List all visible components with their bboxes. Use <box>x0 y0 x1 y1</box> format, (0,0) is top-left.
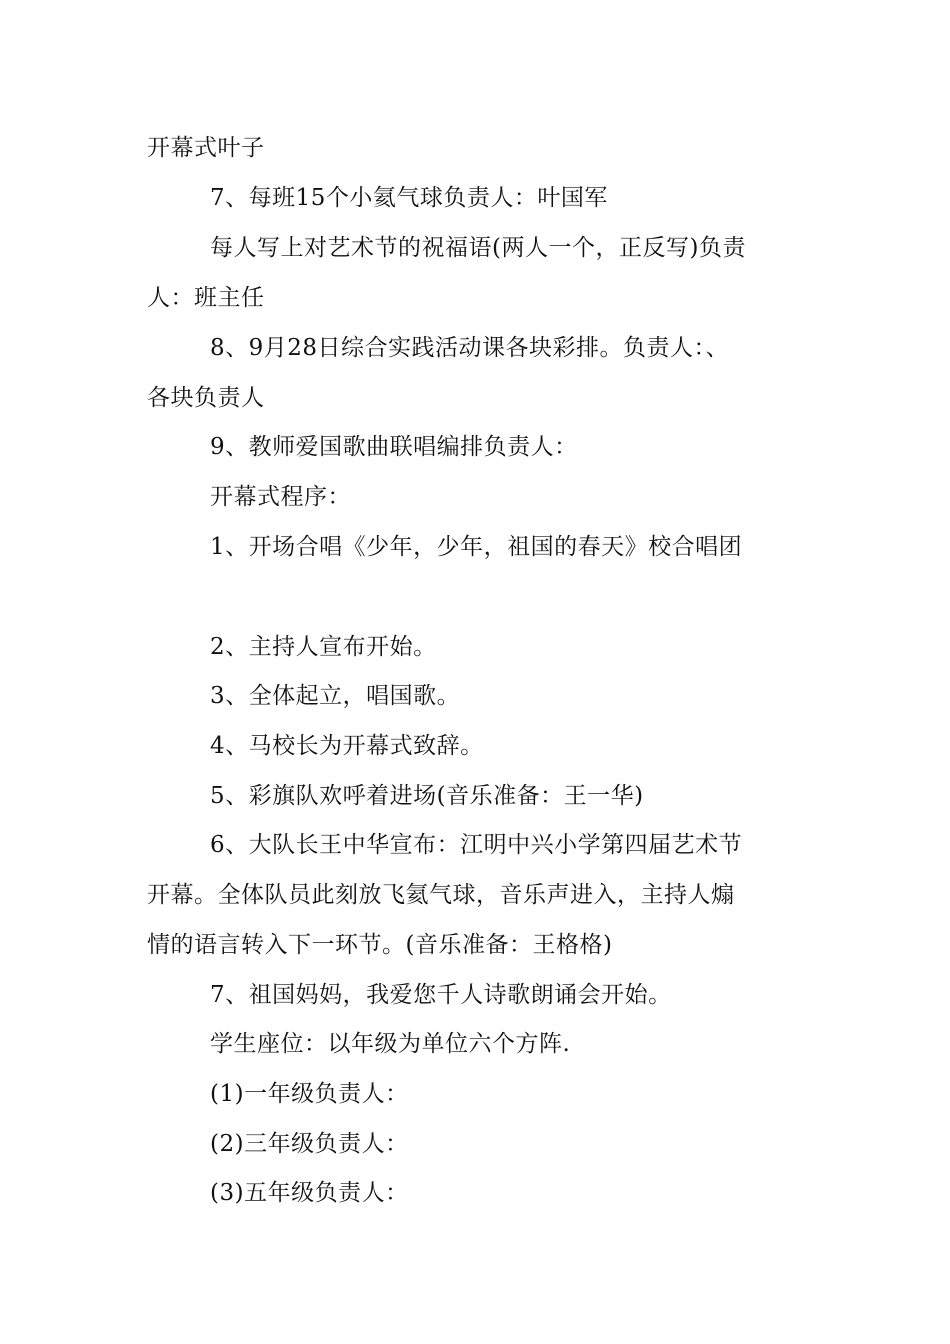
text-line: 各块负责人 <box>147 385 265 411</box>
text-line: 1、开场合唱《少年，少年，祖国的春天》校合唱团 <box>210 534 743 560</box>
text-line: 开幕式叶子 <box>147 135 265 161</box>
text-line: (1)一年级负责人： <box>210 1081 409 1107</box>
text-line: (2)三年级负责人： <box>210 1131 409 1157</box>
text-line: 学生座位：以年级为单位六个方阵. <box>210 1031 571 1057</box>
text-line: 9、教师爱国歌曲联唱编排负责人： <box>210 434 578 460</box>
text-line: 人：班主任 <box>147 285 265 311</box>
text-line: 开幕式程序： <box>210 484 351 510</box>
text-line: 5、彩旗队欢呼着进场(音乐准备：王一华) <box>210 783 644 809</box>
text-line: 情的语言转入下一环节。(音乐准备：王格格) <box>147 932 613 958</box>
text-line: 7、祖国妈妈，我爱您千人诗歌朗诵会开始。 <box>210 982 672 1008</box>
text-line: 开幕。全体队员此刻放飞氦气球，音乐声进入，主持人煽 <box>147 882 735 908</box>
text-line: 7、每班15个小氦气球负责人：叶国军 <box>210 185 608 211</box>
text-line: 3、全体起立，唱国歌。 <box>210 683 461 709</box>
text-line: 2、主持人宣布开始。 <box>210 634 437 660</box>
text-line: (3)五年级负责人： <box>210 1180 409 1206</box>
text-line: 8、9月28日综合实践活动课各块彩排。负责人：、 <box>210 335 730 361</box>
text-line: 每人写上对艺术节的祝福语(两人一个，正反写)负责 <box>210 235 746 261</box>
text-line: 6、大队长王中华宣布：江明中兴小学第四届艺术节 <box>210 832 743 858</box>
text-line: 4、马校长为开幕式致辞。 <box>210 733 484 759</box>
